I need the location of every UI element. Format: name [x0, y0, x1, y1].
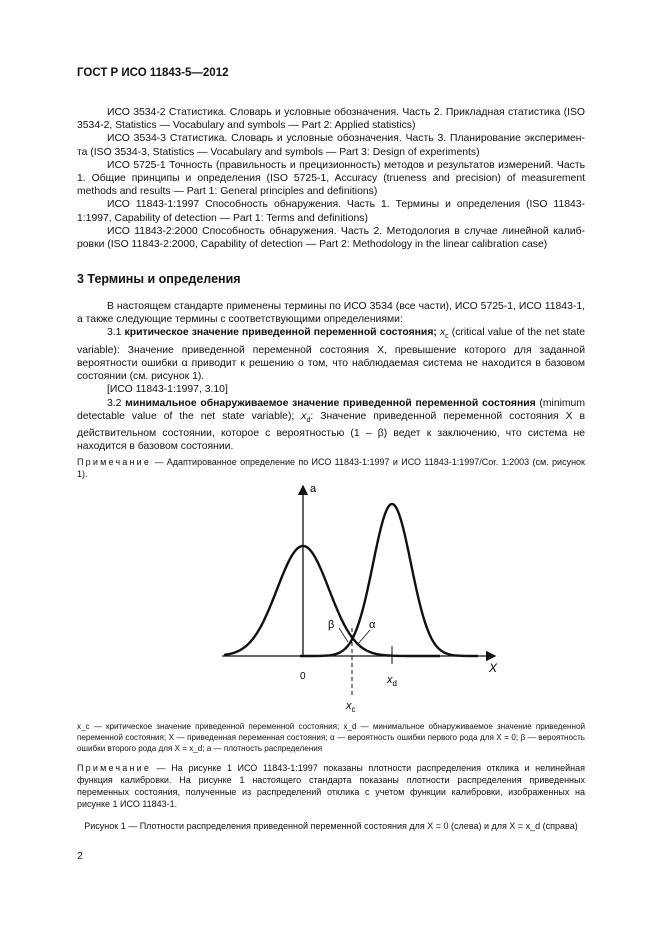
left-density-curve — [224, 546, 440, 656]
term-3-1-source: [ИСО 11843-1:1997, 3.10] — [107, 384, 228, 396]
figure-caption: Рисунок 1 — Плотности распределения приведенной переменной состояния для X = 0 (слева) и для X = x_d (справа) — [84, 821, 578, 831]
reference-item: ИСО 3534-3 Статистика. Словарь и условные обозначения. Часть 3. Планирование эксперимен- та (ISO 3534-3, Statistics — Vocabulary and symbols — Part 3: Design of experiments) — [77, 133, 585, 158]
term-3-2: 3.2 минимальное обнаруживаемое значение приведенной переменной состояния (minimum detectable value of the net state variable); $x_d$: Значение приведенной переменной состояния X в действительном состоянии, которое с вероятностью (1 – β) ведет к заключению, что система не находится в базовом состоянии. — [77, 397, 585, 453]
reference-item: ИСО 11843-2:2000 Способность обнаружения. Часть 2. Методология в случае линейной калиб- ровки (ISO 11843-2:2000, Capability of detection — Part 2: Methodology in the linear calibration case) — [77, 225, 585, 251]
section-intro: В настоящем стандарте применены термины по ИСО 3534 (все части), ИСО 5725-1, ИСО 11843-1, а также следующие термины с соответствующими определениями: — [77, 301, 585, 326]
figure-legend: x_c — критическое значение приведенной переменной состояния; x_d — минимальное обнаруживаемое значение приведенной переменной состояния; X — приведенная переменная состояния; α — вероятность ошибки первого рода для X = 0; β — вероятность ошибки второго рода для X = x_d; a — плотность распределения — [77, 722, 585, 753]
tick-xc: $x_c$ — [346, 700, 356, 714]
references-list — [77, 106, 585, 251]
reference-item: ИСО 11843-1:1997 Способность обнаружения. Часть 1. Термины и определения (ISO 11843-1:1997, Capability of detection — Part 1: Terms and definitions) — [77, 199, 585, 224]
x-axis-label: X — [489, 661, 498, 675]
tick-xd: $x_d$ — [387, 674, 397, 688]
reference-item: ИСО 3534-2 Статистика. Словарь и условные обозначения. Часть 2. Прикладная статистика (ISO 3534-2, Statistics — Vocabulary and symbols — Part 2: Applied statistics) — [77, 107, 586, 132]
density-figure — [200, 478, 510, 718]
beta-label: β — [328, 619, 335, 631]
page-number: 2 — [77, 850, 83, 862]
tick-zero: 0 — [300, 671, 306, 682]
section-title: 3 Термины и определения — [77, 272, 241, 286]
alpha-label: α — [369, 619, 376, 631]
y-axis-label: a — [310, 483, 317, 495]
reference-item: ИСО 5725-1 Точность (правильность и прецизионность) методов и результатов измерений. Часть 1. Общие принципы и определения (ISO 5725-1, Accuracy (trueness and precision) of measurement methods and results — Part 1: General principles and definitions) — [77, 159, 585, 198]
note-2: Примечание — На рисунке 1 ИСО 11843-1:1997 показаны плотности распределения отклика и нелинейная функция калибровки. На рисунке 1 настоящего стандарта показаны плотности распределения приведенных переменных состояния, полученные из распределений отклика с учетом функции калибровки, изображенных на рисунке 1 ИСО 11843-1. — [77, 763, 585, 809]
note-1: Примечание — Адаптированное определение по ИСО 11843-1:1997 и ИСО 11843-1:1997/Cor. 1:2003 (см. рисунок 1). — [77, 457, 585, 479]
alpha-leader — [358, 630, 370, 644]
section-body — [77, 300, 585, 453]
right-density-curve — [300, 504, 478, 656]
page-header: ГОСТ Р ИСО 11843-5—2012 — [77, 67, 229, 79]
term-3-1: 3.1 критическое значение приведенной переменной состояния; $x_c$ (critical value of the net state variable): Значение приведенной переменной состояния X, превышение которого для заданной вероятности ошибки α приводит к решению о том, что наблюдаемая система не находится в базовом состоянии (см. рисунок 1). — [77, 327, 585, 383]
